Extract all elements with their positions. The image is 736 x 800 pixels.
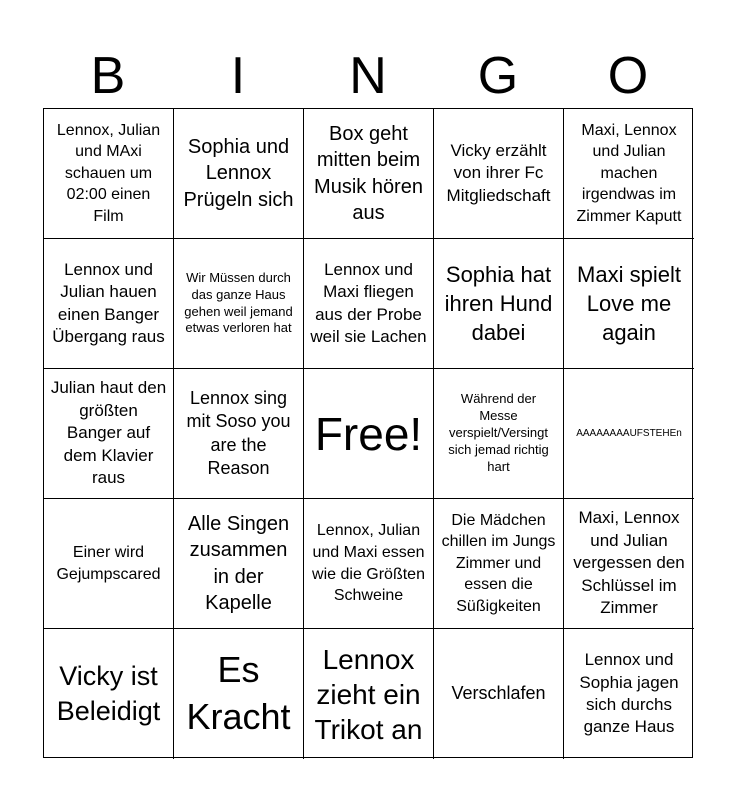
bingo-cell[interactable] — [174, 109, 304, 239]
cell-text: Vicky ist Beleidigt — [56, 660, 161, 726]
header-letter-i: I — [230, 47, 246, 105]
cell-text: Julian haut den größten Banger auf dem Klavier raus — [50, 378, 167, 488]
bingo-cell[interactable] — [564, 109, 694, 239]
cell-text: Lennox und Sophia jagen sich durchs ganze Haus — [579, 650, 679, 737]
cell-text: Lennox sing mit Soso you are the Reason — [186, 387, 291, 478]
cell-text: Die Mädchen chillen im Jungs Zimmer und essen die Süßigkeiten — [441, 511, 556, 615]
bingo-cell[interactable] — [174, 499, 304, 629]
header-letter-o: O — [607, 47, 649, 105]
cell-text: Verschlafen — [451, 683, 546, 704]
bingo-cell[interactable] — [44, 499, 174, 629]
bingo-cell[interactable] — [304, 499, 434, 629]
cell-text: Box geht mitten beim Musik hören aus — [314, 122, 423, 224]
cell-text: Es Kracht — [186, 649, 291, 737]
cell-text: Wir Müssen durch das ganze Haus gehen weil jemand etwas verloren hat — [184, 269, 293, 336]
bingo-cell[interactable] — [564, 369, 694, 499]
bingo-cell[interactable] — [44, 629, 174, 759]
bingo-cell[interactable] — [564, 629, 694, 759]
bingo-cell[interactable] — [174, 629, 304, 759]
cell-text: Lennox, Julian und MAxi schauen um 02:00 einen Film — [56, 121, 161, 225]
cell-text: Einer wird Gejumpscared — [56, 543, 161, 583]
cell-text: Während der Messe verspielt/Versingt sich jemad richtig hart — [448, 391, 549, 474]
bingo-cell[interactable] — [434, 499, 564, 629]
bingo-cell[interactable] — [564, 499, 694, 629]
bingo-cell[interactable] — [434, 239, 564, 369]
bingo-cell[interactable] — [44, 109, 174, 239]
free-space-text: Free! — [314, 407, 423, 460]
bingo-cell[interactable] — [434, 629, 564, 759]
bingo-cell[interactable] — [304, 239, 434, 369]
bingo-cell[interactable] — [174, 239, 304, 369]
cell-text: Maxi, Lennox und Julian vergessen den Schlüssel im Zimmer — [573, 508, 685, 618]
bingo-cell[interactable] — [304, 629, 434, 759]
cell-text: AAAAAAAAUFSTEHEn — [576, 427, 682, 439]
header-letter-g: G — [477, 47, 519, 105]
header-letter-n: N — [349, 47, 387, 105]
bingo-cell[interactable] — [564, 239, 694, 369]
bingo-cell[interactable] — [304, 109, 434, 239]
cell-text: Maxi spielt Love me again — [577, 261, 681, 346]
header-letter-b: B — [90, 47, 126, 105]
cell-text: Sophia und Lennox Prügeln sich — [183, 135, 294, 211]
bingo-cell[interactable] — [44, 239, 174, 369]
cell-text: Lennox und Julian hauen einen Banger Übergang raus — [52, 259, 165, 346]
cell-text: Alle Singen zusammen in der Kapelle — [187, 512, 290, 614]
cell-text: Lennox, Julian und Maxi essen wie die Größten Schweine — [312, 522, 425, 605]
cell-text: Vicky erzählt von ihrer Fc Mitgliedschaft — [446, 140, 551, 205]
cell-text: Maxi, Lennox und Julian machen irgendwas im Zimmer Kaputt — [576, 121, 682, 225]
bingo-header — [43, 44, 693, 108]
bingo-cell-free[interactable] — [304, 369, 434, 499]
bingo-grid — [43, 108, 693, 758]
bingo-cell[interactable] — [174, 369, 304, 499]
bingo-cell[interactable] — [44, 369, 174, 499]
cell-text: Lennox zieht ein Trikot an — [314, 643, 423, 745]
bingo-cell[interactable] — [434, 109, 564, 239]
cell-text: Lennox und Maxi fliegen aus der Probe weil sie Lachen — [310, 259, 427, 346]
bingo-cell[interactable] — [434, 369, 564, 499]
cell-text: Sophia hat ihren Hund dabei — [444, 261, 553, 346]
